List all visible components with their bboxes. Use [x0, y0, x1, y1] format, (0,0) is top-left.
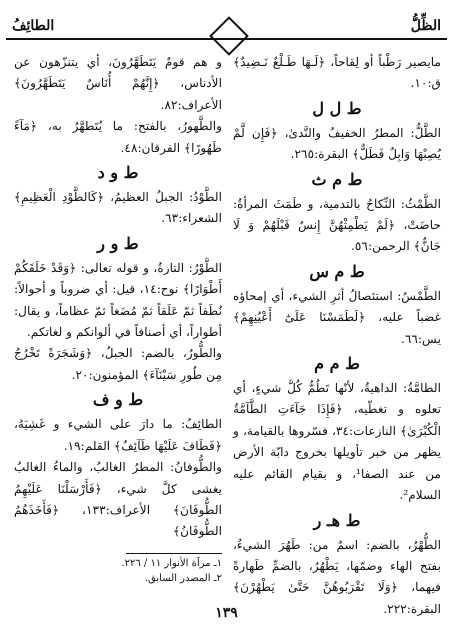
- footnote: ٢ـ المصدر السابق.: [144, 572, 222, 584]
- entry-text: الطَّوْرُ: التارةُ، و قوله تعالى: ﴿وَقَدْ خَلَقَكُمْ أَطْوَارًا﴾ نوح:١٤، قيل: أي ضروباً و أحوالاً: نُطَفاً ثمّ عَلَقاً ثمّ مُضَغاً ثمّ عظاماً، و يقال: أطواراً، أي أصنافاً في ألوانكم و لغاتكم.: [14, 260, 223, 340]
- entry-text: الطامَّةُ: الداهيةُ، لأنّها تَطُمُّ كُلَّ شيءٍ، أي تعلوه و تغطّيه، ﴿فَإِذَا جَآءَتِ الطَّآمَّةُ الْكُبْرَىٰ﴾ النازعات:٣٤، فسّروها بالقيامة، و يظهر من خبر تأويلها بخروج دابّة الأرض من عند الصفا¹، و بقيام القائم عليه السلام².: [233, 381, 442, 503]
- root-heading: ط م ث: [311, 169, 363, 189]
- root-heading: ط و ر: [97, 233, 139, 253]
- header-left-title: الطائِفُ: [12, 18, 55, 34]
- root-heading: ط هـ ر: [313, 510, 361, 530]
- root-heading: ط و د: [97, 163, 139, 183]
- page-number: ١٣٩: [215, 605, 238, 621]
- entry-text: الطَّمْسُ: استئصالُ أثرِ الشيء، أي إمحاؤه غضباً عليه، ﴿لَطَمَسْنَا عَلَىٰٓ أَعْيُنِهِمْ﴾ يس:٦٦.: [233, 288, 441, 346]
- footnotes: [14, 556, 222, 586]
- root-heading: ط م م: [314, 354, 360, 374]
- entry-text: والطُّوفانُ: المطرُ الغالبُ، والماءُ الغالبُ يغشى كلَّ شيء، ﴿فَأَرْسَلْنَا عَلَيْهِمُ الطُّوفَانَ﴾ الأعراف:١٣٣، ﴿فَأَخَذَهُمُ الطُّوفَانُ﴾: [14, 460, 222, 539]
- diamond-ornament-icon: [209, 16, 249, 56]
- entry-text: الطَّلُّ: المطرُ الخفيفُ والنَّدىٰ، ﴿فَإِن لَّمْ يُصِبْهَا وَابِلٌ فَطَلٌّ﴾ البقرة:٢٦٥.: [233, 125, 441, 162]
- entry-text: والطُّورُ، بالضم: الجبلُ، ﴿وَشَجَرَةً تَخْرُجُ مِن طُورِ سَيْنَآءَ﴾ المؤمنون:٢٠.: [14, 346, 222, 382]
- left-column: [14, 52, 222, 586]
- root-heading: ط م س: [309, 261, 365, 281]
- entry-text: الطَّمْثُ: النِّكاحُ بالتدمية، و طَمَثَ المرأةُ: حاضَتْ، ﴿لَمْ يَطْمِثْهُنَّ إِنسٌ قَبْلَهُمْ وَ لَا جَانٌّ﴾ الرحمن:٥٦.: [233, 196, 441, 254]
- header-right-title: الظِّلُّ: [410, 18, 441, 34]
- footnote: ١ـ مرآة الأنوار ١١ / ٢٢٦.: [121, 557, 222, 569]
- header-rule: [6, 38, 447, 40]
- entry-text: الطائِفُ: ما دارَ على الشيء و غَشِيَهُ، ﴿فَطَافَ عَلَيْهَا طَآئِفٌ﴾ القلم:١٩.: [14, 417, 222, 453]
- page-header: [6, 14, 447, 40]
- entry-text: الطُّهْرُ، بالضم: اسمٌ من: طَهُرَ الشيءُ، بفتح الهاء وضمّها، يَطْهُرُ، بالضمِّ طَهارةً فيهما، ﴿وَلَا تَقْرَبُوهُنَّ حَتَّىٰ يَطْهُرْنَ﴾ البقرة:٢٢٢.: [233, 537, 441, 616]
- root-heading: ط و ف: [92, 390, 144, 410]
- footnote-rule: [126, 553, 222, 554]
- entry-text: و هم قومٌ يَتَطَهَّرُونَ، أي يتنزّهون عن الأدناس، ﴿إِنَّهُمْ أُنَاسٌ يَتَطَهَّرُونَ﴾ الأعراف:٨٢.: [14, 55, 222, 112]
- entry-text: والطَّهورُ، بالفتح: ما يُتَطهَّرُ به، ﴿مَآءً طَهُورًا﴾ الفرقان:٤٨.: [14, 119, 222, 155]
- entry-text: الطَّوْدُ: الجبلُ العظيمُ، ﴿كَالطَّوْدِ الْعَظِيمِ﴾ الشعراء:٦٣.: [14, 190, 222, 226]
- root-heading: ط ل ل: [312, 98, 362, 118]
- right-column: [233, 52, 441, 620]
- entry-text: مايصير رَطْباً أو لِقاحاً، ﴿لَـهَا طَـلْعٌ نَـضِيدٌ﴾ ق:١٠.: [233, 55, 441, 91]
